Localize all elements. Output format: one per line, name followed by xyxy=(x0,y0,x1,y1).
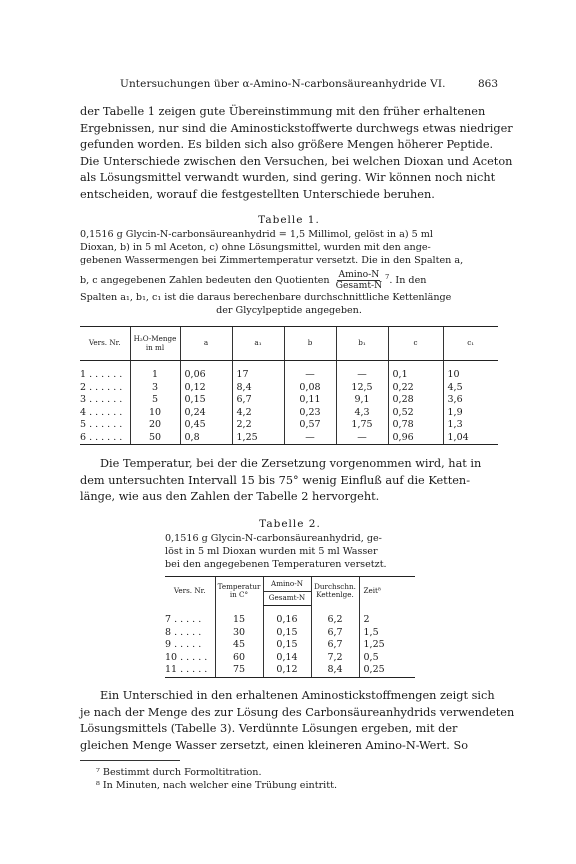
text-line: entscheiden, worauf die festgestellten Unterschiede beruhen. xyxy=(80,187,435,201)
cell: — xyxy=(284,432,336,445)
table-1 xyxy=(80,326,498,445)
cell: 0,16 xyxy=(263,606,311,627)
cell: 0,1 xyxy=(388,361,443,382)
text-line: 0,1516 g Glycin-N-carbonsäureanhydrid = 1,5 Millimol, gelöst in a) 5 ml xyxy=(80,229,433,240)
fraction-numerator: Amino-N xyxy=(338,268,380,280)
text-line: der Glycylpeptide angegeben. xyxy=(216,304,362,316)
table-2 xyxy=(165,576,415,678)
paragraph-3 xyxy=(80,688,515,754)
table-row xyxy=(165,652,415,665)
footnote-mark-7: 7 xyxy=(385,272,390,281)
cell: 4,2 xyxy=(232,407,284,420)
cell: — xyxy=(336,361,388,382)
fraction-denominator: Gesamt-N xyxy=(335,279,383,291)
cell: 8,4 xyxy=(311,664,359,677)
cell: 1,3 xyxy=(443,419,498,432)
cell: 0,06 xyxy=(180,361,232,382)
running-title: Untersuchungen über α-Amino-N-carbonsäureanhydride VI. xyxy=(120,78,446,90)
cell: 1,9 xyxy=(443,407,498,420)
cell: 6,2 xyxy=(311,606,359,627)
column-header: c₁ xyxy=(443,327,498,361)
column-header: Vers. Nr. xyxy=(80,327,130,361)
cell: 0,78 xyxy=(388,419,443,432)
column-header: H₂O-Menge in ml xyxy=(130,327,180,361)
table-row xyxy=(80,382,498,395)
text-line: der Tabelle 1 zeigen gute Übereinstimmung mit den früher erhaltenen xyxy=(80,105,486,118)
column-header: Amino-N xyxy=(263,577,311,592)
cell: 0,08 xyxy=(284,382,336,395)
cell: 0,28 xyxy=(388,394,443,407)
cell: 17 xyxy=(232,361,284,382)
cell: 1,25 xyxy=(232,432,284,445)
cell: 15 xyxy=(215,606,263,627)
text-line: bei den angegebenen Temperaturen versetzt. xyxy=(165,559,387,571)
text-line: Die Temperatur, bei der die Zersetzung vorgenommen wird, hat in xyxy=(100,457,482,470)
footnote: ⁷ Bestimmt durch Formoltitration. xyxy=(96,767,262,778)
cell: 8,4 xyxy=(232,382,284,395)
cell: — xyxy=(284,361,336,382)
cell: 7 . . . . . xyxy=(165,613,202,625)
text-line: Ein Unterschied in den erhaltenen Aminostickstoffmengen zeigt sich xyxy=(100,689,495,702)
cell: 0,5 xyxy=(359,652,415,665)
table-row xyxy=(80,419,498,432)
cell: 0,57 xyxy=(284,419,336,432)
table-row xyxy=(80,407,498,420)
footnote: ⁸ In Minuten, nach welcher eine Trübung eintritt. xyxy=(96,780,337,791)
cell: 8 . . . . . xyxy=(165,626,202,638)
cell: 0,45 xyxy=(180,419,232,432)
cell: 50 xyxy=(130,432,180,445)
cell: 0,8 xyxy=(180,432,232,445)
text-line: dem untersuchten Intervall 15 bis 75° wenig Einfluß auf die Ketten- xyxy=(80,473,471,487)
table-row xyxy=(165,606,415,627)
cell: 0,12 xyxy=(263,664,311,677)
table-1-description xyxy=(80,228,498,317)
footnotes xyxy=(96,766,337,792)
paragraph-2 xyxy=(80,456,498,506)
cell: 2,2 xyxy=(232,419,284,432)
text-line: gefunden worden. Es bilden sich also größere Mengen höherer Peptide. xyxy=(80,138,494,152)
table-row xyxy=(80,394,498,407)
cell: 0,52 xyxy=(388,407,443,420)
cell: 45 xyxy=(215,639,263,652)
text-line: gleichen Menge Wasser zersetzt, einen kleineren Amino-N-Wert. So xyxy=(80,738,468,752)
cell: 10 xyxy=(443,361,498,382)
table-1-caption: Tabelle 1. xyxy=(258,214,320,226)
cell: 0,15 xyxy=(180,394,232,407)
text-line: als Lösungsmittel verwandt wurden, sind gering. Wir können noch nicht xyxy=(80,171,496,185)
cell: 7,2 xyxy=(311,652,359,665)
cell: 5 . . . . . . xyxy=(80,419,123,430)
cell: 0,23 xyxy=(284,407,336,420)
text-span: . In den xyxy=(389,274,427,286)
text-line: Spalten a₁, b₁, c₁ ist die daraus berechenbare durchschnittliche Kettenlänge xyxy=(80,291,452,303)
text-line: je nach der Menge des zur Lösung des Carbonsäureanhydrids verwendeten xyxy=(80,705,515,719)
cell: 0,12 xyxy=(180,382,232,395)
amino-gesamt-fraction xyxy=(335,270,384,291)
column-header: c xyxy=(388,327,443,361)
text-span: b, c angegebenen Zahlen bedeuten den Quotienten xyxy=(80,274,330,286)
column-header: a xyxy=(180,327,232,361)
cell: 1,04 xyxy=(443,432,498,445)
column-header: Gesamt-N xyxy=(263,592,311,606)
cell: 0,22 xyxy=(388,382,443,395)
cell: 9,1 xyxy=(336,394,388,407)
cell: 6 . . . . . . xyxy=(80,432,130,445)
cell: 4,3 xyxy=(336,407,388,420)
cell: 75 xyxy=(215,664,263,677)
text-line: gebenen Wassermengen bei Zimmertemperatur versetzt. Die in den Spalten a, xyxy=(80,255,464,267)
table-row xyxy=(80,432,498,445)
cell: 5 xyxy=(130,394,180,407)
cell: 12,5 xyxy=(336,382,388,395)
cell: 0,25 xyxy=(359,664,415,677)
table-2-caption: Tabelle 2. xyxy=(259,518,321,530)
cell: 20 xyxy=(130,419,180,432)
cell: 11 . . . . . xyxy=(165,664,215,677)
cell: 1 xyxy=(130,361,180,382)
text-line: Lösungsmittels (Tabelle 3). Verdünnte Lösungen ergeben, mit der xyxy=(80,722,458,736)
cell: 1 . . . . . . xyxy=(80,369,123,380)
cell: 2 xyxy=(359,606,415,627)
cell: 3,6 xyxy=(443,394,498,407)
cell: 6,7 xyxy=(311,639,359,652)
table-row xyxy=(165,639,415,652)
text-line-with-fraction xyxy=(80,270,498,291)
cell: 6,7 xyxy=(311,627,359,640)
column-header: Zeit⁸ xyxy=(359,577,415,606)
cell: 6,7 xyxy=(232,394,284,407)
cell: 10 xyxy=(130,407,180,420)
cell: 2 . . . . . . xyxy=(80,381,123,393)
cell: 0,15 xyxy=(263,639,311,652)
text-line: Ergebnissen, nur sind die Aminostickstoffwerte durchwegs etwas niedriger xyxy=(80,121,513,135)
footnote-rule xyxy=(80,760,180,761)
cell: 10 . . . . . xyxy=(165,651,208,663)
column-header: Durchschn. Kettenlge. xyxy=(311,577,359,606)
cell: 4,5 xyxy=(443,382,498,395)
cell: 3 . . . . . . xyxy=(80,394,123,405)
page-number: 863 xyxy=(477,78,498,90)
column-header: Temperatur in C° xyxy=(215,577,263,606)
text-line: länge, wie aus den Zahlen der Tabelle 2 hervorgeht. xyxy=(80,490,380,504)
column-header: b₁ xyxy=(336,327,388,361)
column-header: b xyxy=(284,327,336,361)
cell: 0,96 xyxy=(388,432,443,445)
text-line: löst in 5 ml Dioxan wurden mit 5 ml Wasser xyxy=(165,546,378,558)
cell: 60 xyxy=(215,652,263,665)
cell: 0,14 xyxy=(263,652,311,665)
cell: 1,5 xyxy=(359,627,415,640)
cell: 30 xyxy=(215,627,263,640)
table-row xyxy=(80,361,498,382)
cell: 0,15 xyxy=(263,627,311,640)
cell: 1,25 xyxy=(359,639,415,652)
column-header: a₁ xyxy=(232,327,284,361)
cell: 3 xyxy=(130,382,180,395)
cell: 9 . . . . . xyxy=(165,639,202,650)
cell: — xyxy=(336,432,388,445)
table-row xyxy=(165,627,415,640)
cell: 0,11 xyxy=(284,394,336,407)
cell: 1,75 xyxy=(336,419,388,432)
text-line: 0,1516 g Glycin-N-carbonsäureanhydrid, ge- xyxy=(165,533,382,544)
table-2-description xyxy=(165,532,415,572)
paragraph-1 xyxy=(80,104,513,204)
table-row xyxy=(165,664,415,677)
cell: 0,24 xyxy=(180,407,232,420)
text-line: Die Unterschiede zwischen den Versuchen, bei welchen Dioxan und Aceton xyxy=(80,154,513,168)
cell: 4 . . . . . . xyxy=(80,406,123,418)
column-header: Vers. Nr. xyxy=(165,577,215,606)
text-line: Dioxan, b) in 5 ml Aceton, c) ohne Lösungsmittel, wurden mit den ange- xyxy=(80,242,431,254)
